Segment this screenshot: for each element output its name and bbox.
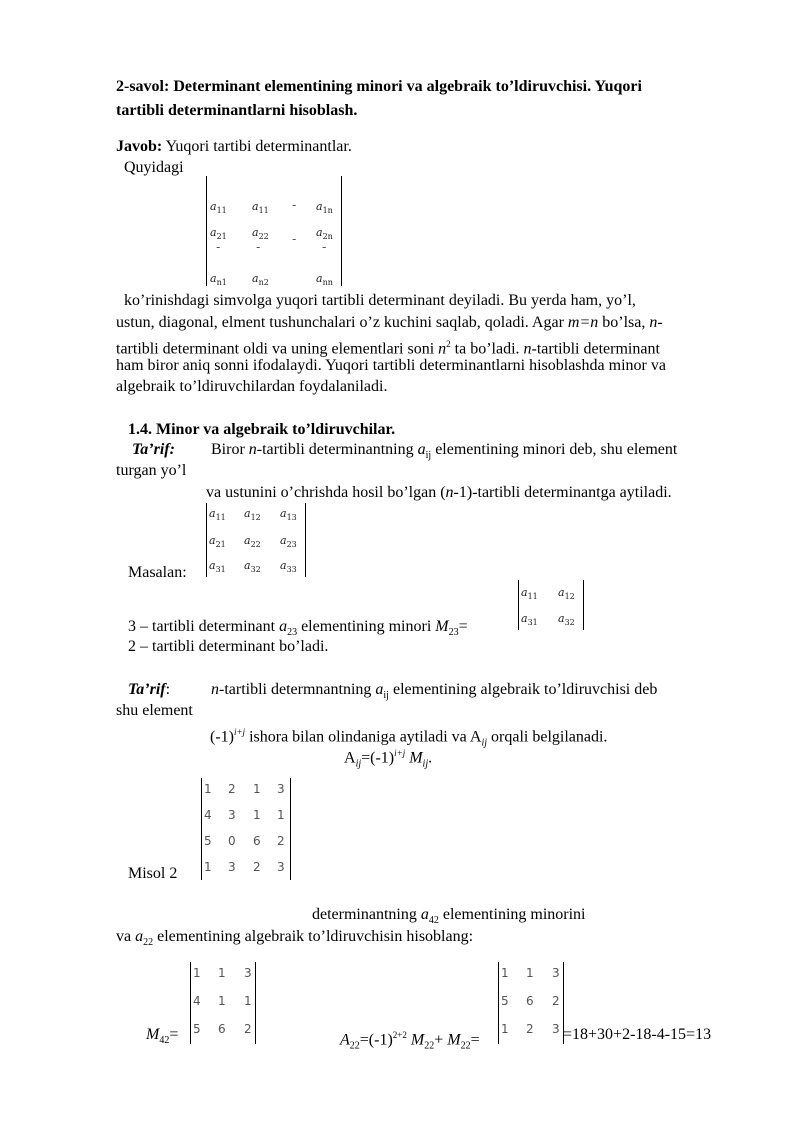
matrix-cell: 1 — [277, 808, 285, 822]
matrix-cell: 1 — [204, 860, 212, 874]
matrix-cell: 3 — [552, 966, 560, 980]
matrix-cell: 3 — [277, 782, 285, 796]
matrix-cell: 6 — [526, 994, 534, 1008]
example-2-determinant — [201, 778, 291, 880]
definition-1-line: Biror n-tartibli determinantning $a_{ij}$ elementining minori deb, shu element — [211, 441, 678, 462]
paragraph-1-line: algebraik to’ldiruvchilardan foydalaniladi. — [116, 378, 388, 395]
answer-label: Javob: — [116, 138, 163, 155]
matrix-cell: 5 — [193, 1022, 201, 1036]
matrix-cell: $a_{12}$ — [558, 586, 575, 601]
result-value: =18+30+2-18-4-15=13 — [563, 1026, 712, 1043]
matrix-cell: 4 — [193, 994, 201, 1008]
quyidagi-text: Quyidagi — [124, 159, 184, 176]
paragraph-1-line: ustun, diagonal, elment tushunchalari o’z kuchini saqlab, qoladi. Agar m=n bo’lsa, n- — [116, 314, 663, 331]
matrix-cell: - — [292, 232, 297, 246]
definition-1-line: turgan yo’l — [116, 462, 187, 479]
definition-2-line: n-tartibli determnantning $a_{ij}$ elementining algebraik to’ldiruvchisi deb — [211, 681, 658, 702]
section-title: 1.4. Minor va algebraik to’ldiruvchilar. — [128, 421, 396, 438]
definition-2-line: $(-1)^{i+j}$ ishora bilan olindaniga aytiladi va $A_{ij}$ orqali belgilanadi. — [210, 727, 608, 749]
matrix-cell: 3 — [228, 808, 236, 822]
matrix-cell: $a_{32}$ — [244, 559, 261, 574]
matrix-cell: - — [256, 240, 261, 254]
matrix-cell: 1 — [204, 782, 212, 796]
matrix-cell: $a_{11}$ — [521, 586, 538, 601]
definition-2-line: shu element — [116, 702, 193, 719]
matrix-cell: $a_{21}$ — [210, 226, 227, 241]
example-1-line: 2 – tartibli determinant bo’ladi. — [128, 638, 329, 655]
matrix-cell: $a_{11}$ — [252, 200, 269, 215]
matrix-cell: 1 — [526, 966, 534, 980]
matrix-cell: $a_{1n}$ — [316, 200, 333, 215]
paragraph-1-line: tartibli determinant oldi va uning elementlari soni $n^2$ ta bo’ladi. n-tartibli determinant — [116, 339, 660, 358]
minor-42-label: $M_{42}=$ — [146, 1026, 179, 1047]
matrix-cell: 4 — [204, 808, 212, 822]
matrix-cell: $a_{nn}$ — [316, 272, 333, 287]
definition-2-formula: $A_{ij}=(-1)^{i+j}$ $M_{ij}$. — [344, 748, 433, 770]
matrix-cell: $a_{31}$ — [521, 612, 538, 627]
matrix-cell: 5 — [204, 834, 212, 848]
matrix-cell: 0 — [228, 834, 236, 848]
matrix-cell: $a_{11}$ — [209, 507, 226, 522]
general-determinant — [206, 176, 342, 286]
answer-line — [116, 137, 352, 157]
matrix-cell: 1 — [218, 966, 226, 980]
matrix-cell: 3 — [552, 1022, 560, 1036]
matrix-cell: 1 — [501, 966, 509, 980]
answer-text: Yuqori tartibi determinantlar. — [162, 138, 352, 155]
example-2-task-line: determinantning $a_{42}$ elementining minorini — [312, 906, 586, 927]
matrix-cell: 2 — [253, 860, 261, 874]
matrix-cell: - — [292, 198, 297, 212]
matrix-cell: 2 — [228, 782, 236, 796]
matrix-cell: $a_{n2}$ — [252, 272, 269, 287]
matrix-cell: 1 — [253, 808, 261, 822]
minor-42-determinant — [190, 962, 256, 1044]
matrix-cell: - — [216, 240, 221, 254]
matrix-cell: $a_{11}$ — [210, 200, 227, 215]
matrix-cell: $a_{2n}$ — [316, 226, 333, 241]
matrix-cell: 2 — [552, 994, 560, 1008]
matrix-cell: 6 — [253, 834, 261, 848]
matrix-cell: $a_{n1}$ — [210, 272, 227, 287]
paragraph-1-line: ko’rinishdagi simvolga yuqori tartibli determinant deyiladi. Bu yerda ham, yo’l, — [124, 292, 636, 309]
matrix-cell: $a_{13}$ — [280, 507, 297, 522]
example-1-determinant — [206, 503, 306, 577]
matrix-cell: $a_{22}$ — [252, 226, 269, 241]
example-2-task-line: va $a_{22}$ elementining algebraik to’ldiruvchisin hisoblang: — [116, 928, 474, 949]
matrix-cell: $a_{32}$ — [558, 612, 575, 627]
paragraph-1-line: ham biror aniq sonni ifodalaydi. Yuqori tartibli determinantlarni hisoblashda minor va — [116, 357, 666, 374]
matrix-cell: 3 — [277, 860, 285, 874]
heading-line-2: tartibli determinantlarni hisoblash. — [116, 102, 358, 119]
matrix-cell: 2 — [244, 1022, 252, 1036]
definition-2-line: Ta’rif: — [128, 681, 171, 698]
matrix-cell: $a_{31}$ — [209, 559, 226, 574]
matrix-cell: $a_{23}$ — [280, 534, 297, 549]
minor-2x2-determinant — [518, 580, 584, 630]
matrix-cell: 2 — [526, 1022, 534, 1036]
matrix-cell: $a_{22}$ — [244, 534, 261, 549]
matrix-cell: 1 — [501, 1022, 509, 1036]
algebraic-complement-formula: $A_{22}=(-1)^{2+2}$ $M_{22}+ M_{22}=$ — [340, 1030, 480, 1052]
example-2-label: Misol 2 — [128, 865, 178, 882]
definition-2-label: Ta’rif — [128, 681, 166, 698]
definition-1-line: va ustunini o’chrishda hosil bo’lgan (n-1)-tartibli determinantga aytiladi. — [206, 484, 672, 501]
example-1-line: 3 – tartibli determinant $a_{23}$ elementining minori $M_{23}=$ — [128, 618, 468, 639]
matrix-cell: 2 — [277, 834, 285, 848]
matrix-cell: 1 — [244, 994, 252, 1008]
matrix-cell: 1 — [218, 994, 226, 1008]
matrix-cell: 3 — [228, 860, 236, 874]
matrix-cell: 1 — [193, 966, 201, 980]
matrix-cell: 6 — [218, 1022, 226, 1036]
heading-line-1: 2-savol: Determinant elementining minori va algebraik to’ldiruvchisi. Yuqori — [116, 78, 642, 95]
example-1-label: Masalan: — [128, 564, 187, 581]
matrix-cell: $a_{21}$ — [209, 534, 226, 549]
matrix-cell: $a_{33}$ — [280, 559, 297, 574]
matrix-cell: 1 — [253, 782, 261, 796]
definition-1-line — [132, 440, 175, 460]
matrix-cell: $a_{12}$ — [244, 507, 261, 522]
matrix-cell: 3 — [244, 966, 252, 980]
definition-1-label: Ta’rif: — [132, 441, 175, 458]
matrix-cell: - — [322, 240, 327, 254]
minor-22-determinant — [498, 962, 564, 1044]
matrix-cell: 5 — [501, 994, 509, 1008]
